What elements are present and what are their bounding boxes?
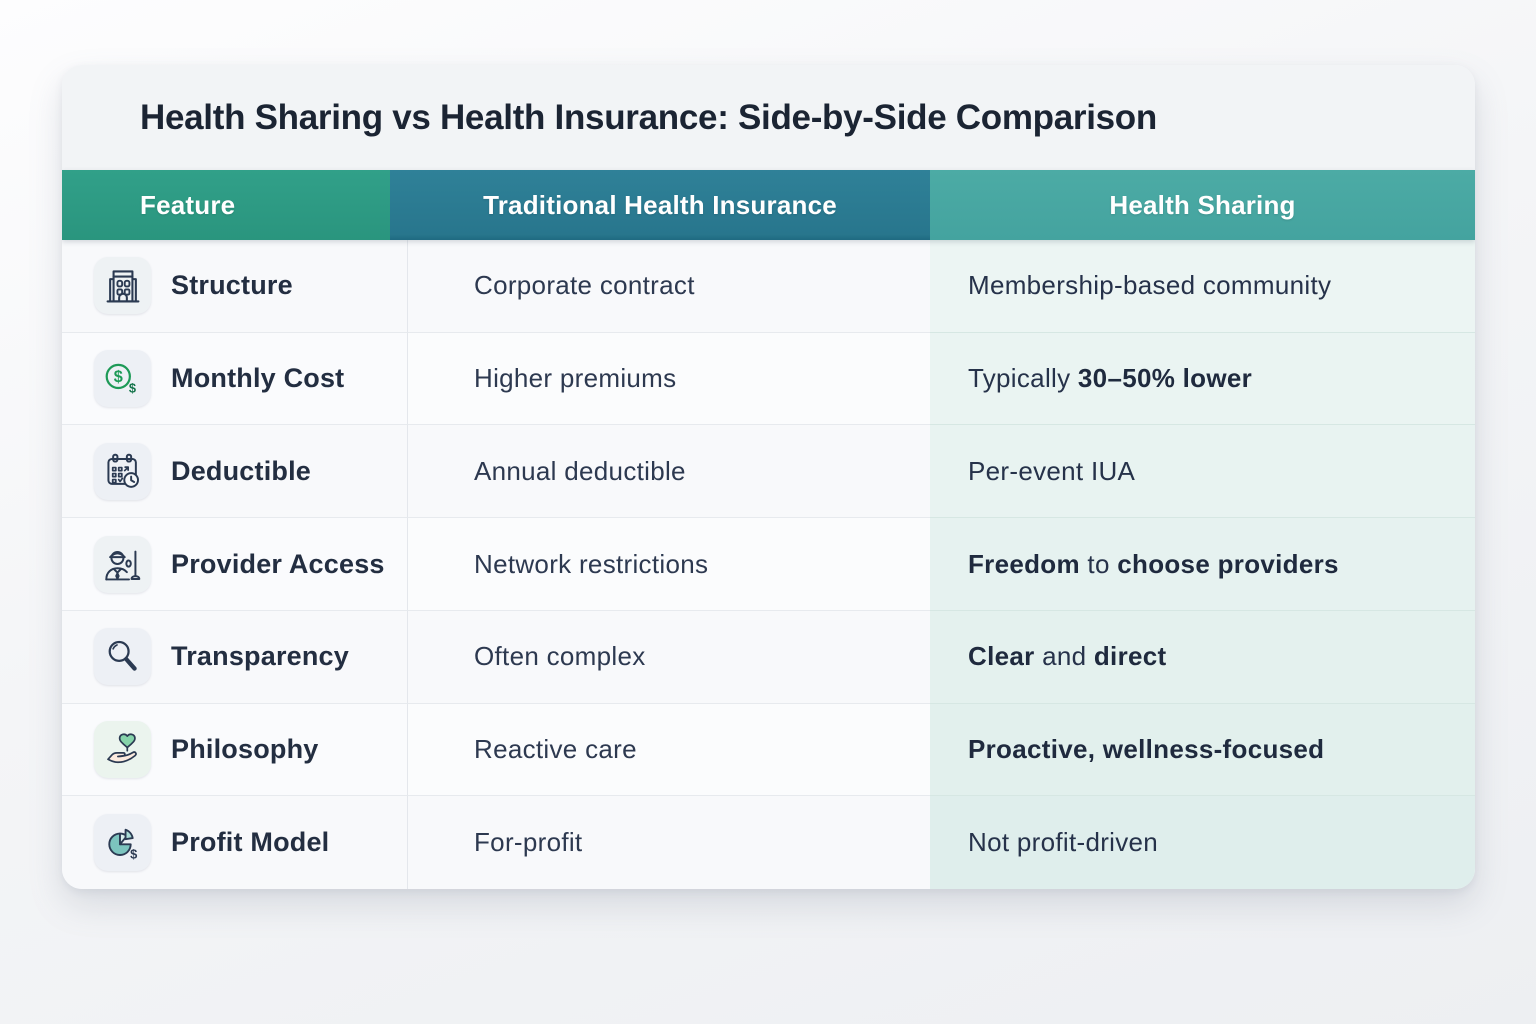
feature-label: Monthly Cost (171, 363, 345, 394)
table-row-deductible (62, 425, 1475, 518)
header-cell-feature: Feature (62, 170, 390, 240)
table-row-transparency (62, 611, 1475, 704)
svg-text:$: $ (128, 380, 136, 396)
sharing-cell (930, 704, 1475, 797)
sharing-cell (930, 425, 1475, 518)
sharing-value: Not profit-driven (968, 827, 1159, 858)
table-row-profit-model (62, 796, 1475, 889)
header-cell-health-sharing: Health Sharing (930, 170, 1475, 240)
page-title: Health Sharing vs Health Insurance: Side-by-Side Comparison (140, 97, 1157, 137)
feature-cell (62, 611, 408, 704)
traditional-value: Often complex (474, 641, 646, 672)
traditional-cell (408, 240, 930, 333)
feature-cell (62, 518, 408, 611)
heart-in-hand-icon (94, 721, 151, 778)
dollar-circle-icon (94, 350, 151, 407)
traditional-cell (408, 425, 930, 518)
pie-chart-dollar-icon (94, 814, 151, 871)
sharing-cell (930, 796, 1475, 889)
feature-label: Philosophy (171, 733, 319, 764)
feature-label: Provider Access (171, 548, 385, 579)
card-title-zone (62, 65, 1475, 170)
calendar-clock-icon (94, 443, 151, 500)
feature-label: Transparency (171, 641, 349, 672)
sharing-cell (930, 611, 1475, 704)
table-row-monthly-cost (62, 333, 1475, 426)
sharing-cell (930, 333, 1475, 426)
sharing-value: Freedom to choose providers (968, 548, 1339, 579)
sharing-value: Proactive, wellness-focused (968, 733, 1325, 764)
doctor-icon (94, 536, 151, 593)
sharing-cell (930, 240, 1475, 333)
sharing-value: Typically 30–50% lower (968, 363, 1253, 394)
traditional-cell (408, 704, 930, 797)
table-row-provider-access (62, 518, 1475, 611)
traditional-cell (408, 333, 930, 426)
sharing-cell (930, 518, 1475, 611)
feature-cell (62, 796, 408, 889)
feature-label: Structure (171, 270, 293, 301)
table-row-structure (62, 240, 1475, 333)
sharing-value: Membership-based community (968, 270, 1332, 301)
sharing-value: Clear and direct (968, 641, 1167, 672)
traditional-cell (408, 518, 930, 611)
svg-text:$: $ (113, 367, 123, 386)
feature-label: Deductible (171, 455, 312, 486)
traditional-value: Network restrictions (474, 548, 709, 579)
feature-cell (62, 240, 408, 333)
feature-cell (62, 704, 408, 797)
traditional-value: Corporate contract (474, 270, 695, 301)
traditional-cell (408, 796, 930, 889)
magnifying-glass-icon (94, 628, 151, 685)
building-icon (94, 257, 151, 314)
table-header-row (62, 170, 1475, 240)
feature-cell (62, 425, 408, 518)
feature-label: Profit Model (171, 827, 330, 858)
svg-text:$: $ (129, 846, 137, 862)
header-cell-traditional-insurance: Traditional Health Insurance (390, 170, 930, 240)
table-body (62, 240, 1475, 889)
traditional-value: Annual deductible (474, 455, 686, 486)
traditional-value: Higher premiums (474, 363, 677, 394)
traditional-value: Reactive care (474, 733, 637, 764)
table-row-philosophy (62, 704, 1475, 797)
feature-cell (62, 333, 408, 426)
sharing-value: Per-event IUA (968, 455, 1136, 486)
traditional-value: For-profit (474, 827, 583, 858)
traditional-cell (408, 611, 930, 704)
comparison-card (62, 65, 1475, 889)
